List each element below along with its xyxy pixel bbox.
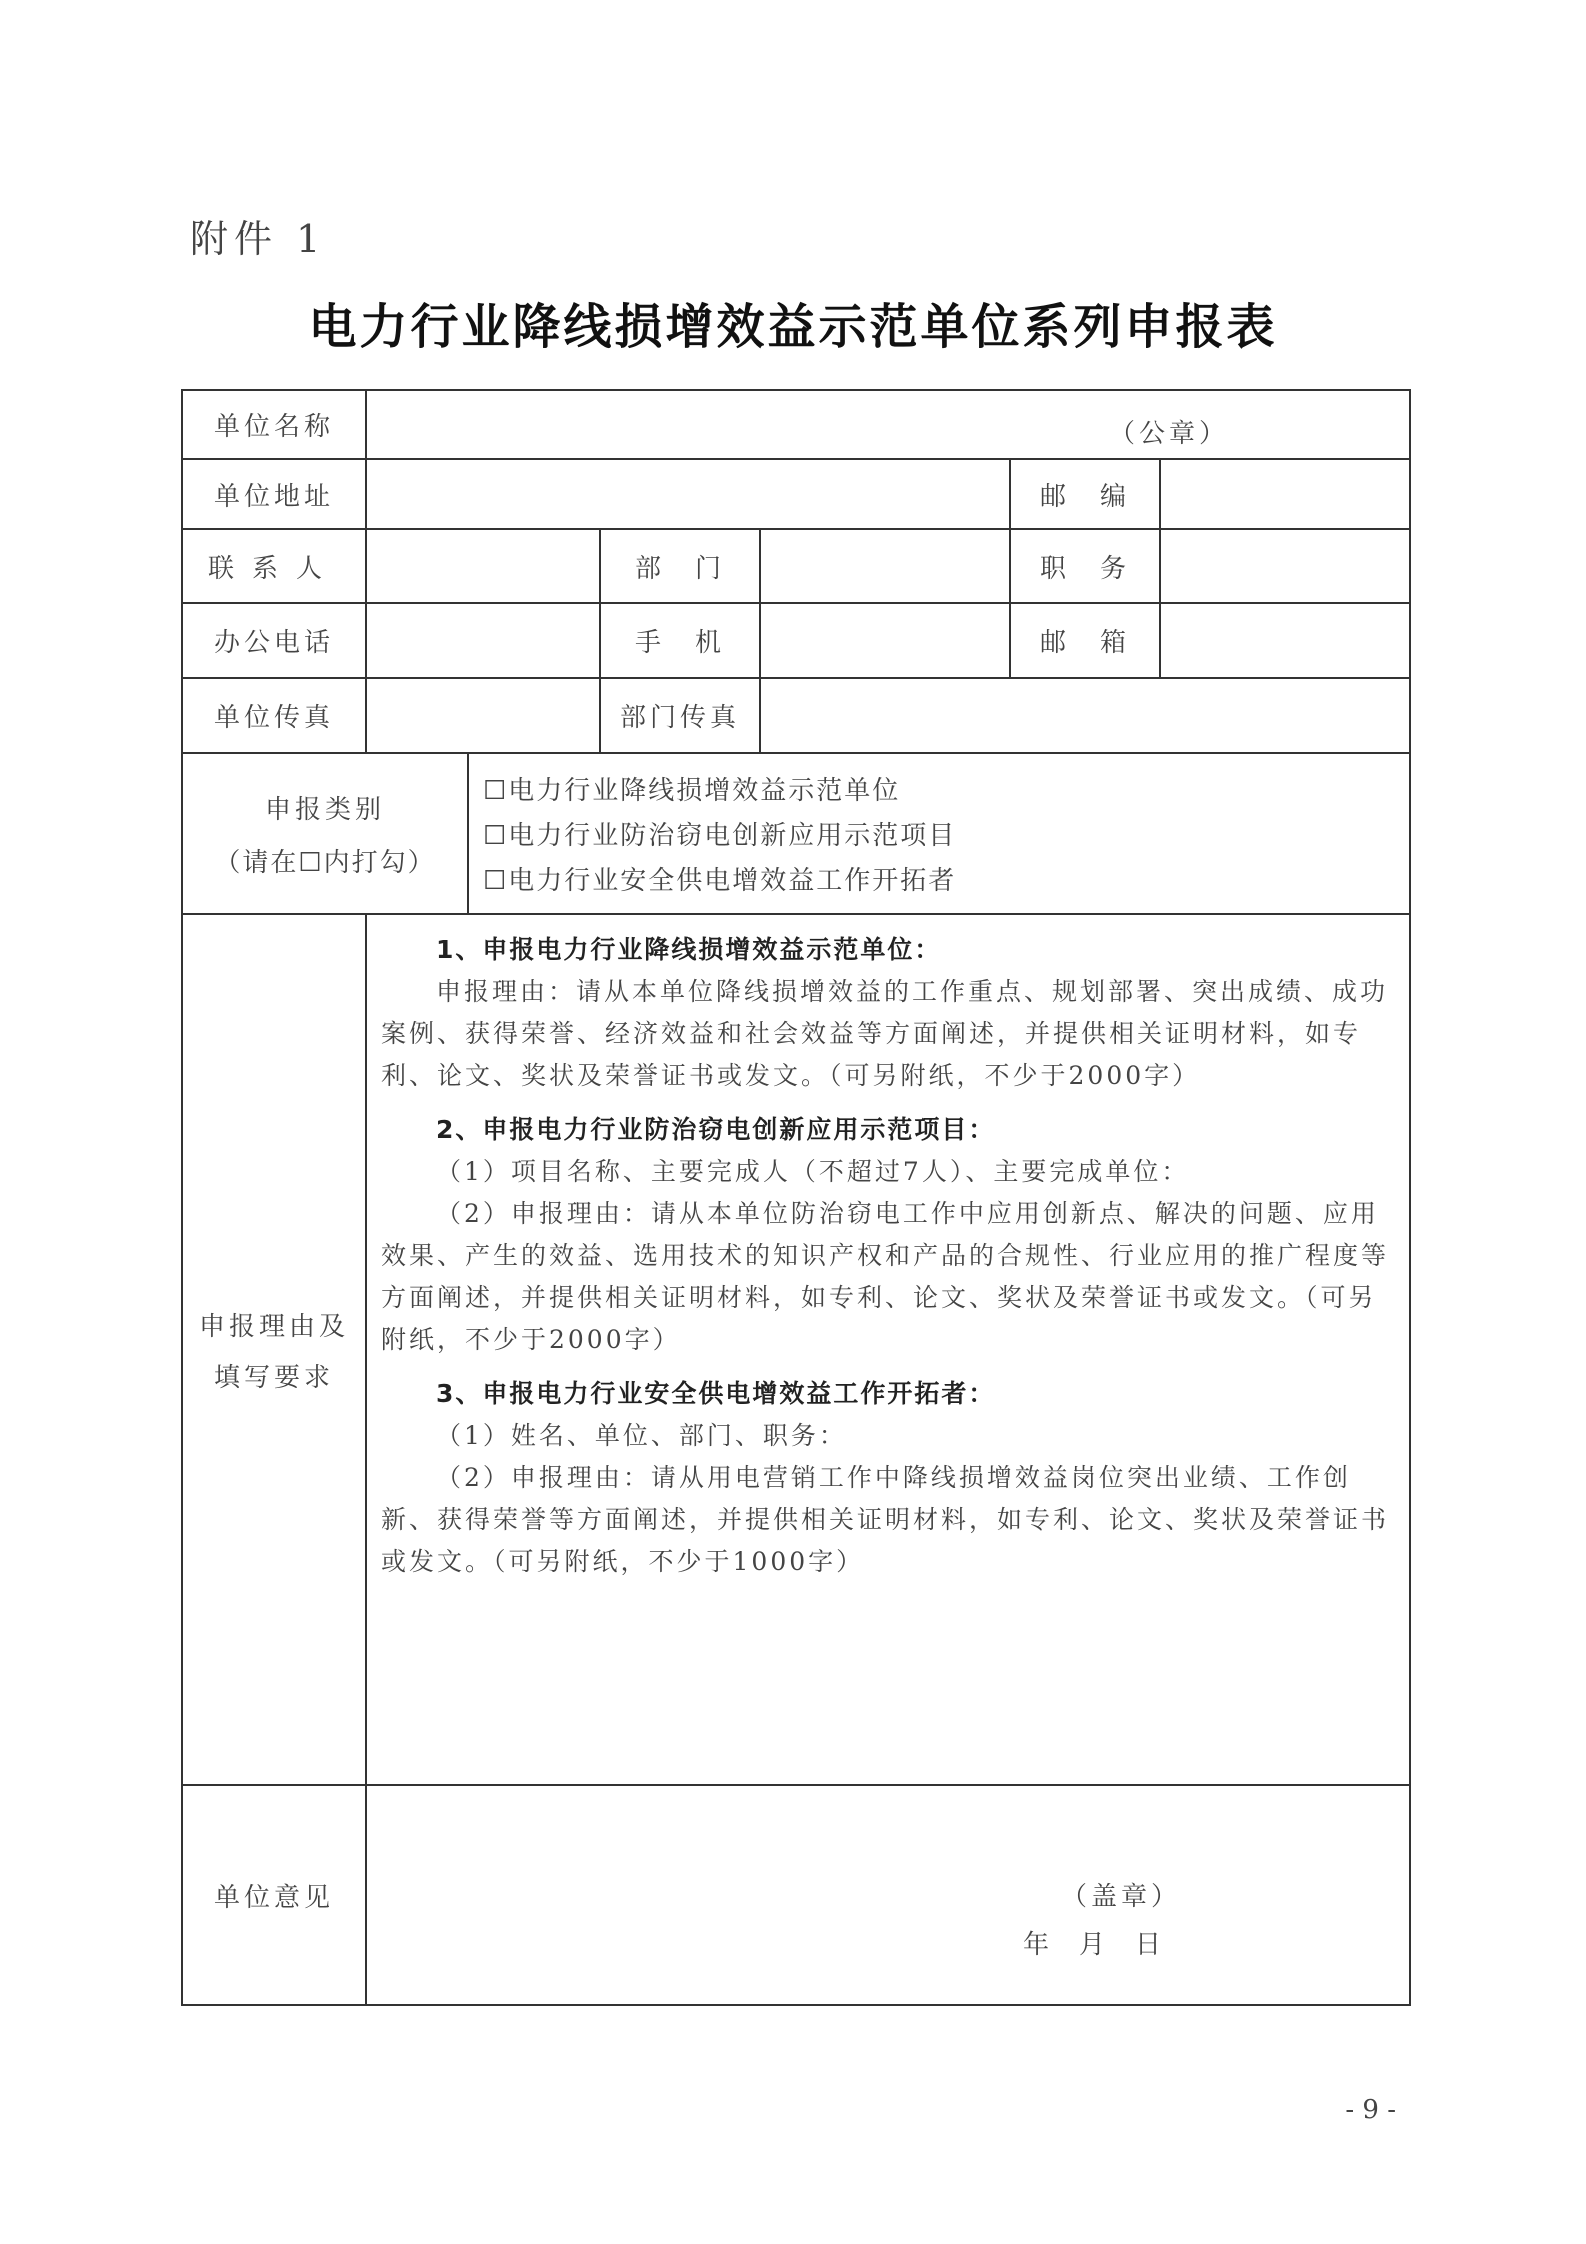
office-phone-label: 办公电话	[181, 602, 367, 679]
position-label: 职 务	[1009, 528, 1161, 604]
unit-name-field[interactable]	[365, 389, 1411, 460]
section2-item2: （2）申报理由：请从本单位防治窃电工作中应用创新点、解决的问题、应用效果、产生的效益、选用技术的知识产权和产品的合规性、行业应用的推广程度等方面阐述，并提供相关证明材料，如专利、论文、奖状及荣誉证书或发文。（可另附纸，不少于2000字）	[381, 1199, 1390, 1354]
email-label: 邮 箱	[1009, 602, 1161, 679]
application-form	[181, 389, 1411, 2006]
email-field[interactable]	[1159, 602, 1411, 679]
requirements-label-line1: 申报理由及	[198, 1311, 349, 1342]
requirements-label-line2: 填写要求	[213, 1362, 334, 1393]
category-options	[467, 752, 1411, 915]
opinion-label: 单位意见	[181, 1784, 367, 2006]
requirements-content	[365, 913, 1411, 1786]
unit-fax-label: 单位传真	[181, 677, 367, 754]
postcode-label: 邮 编	[1009, 458, 1161, 530]
unit-address-label: 单位地址	[181, 458, 367, 530]
position-field[interactable]	[1159, 528, 1411, 604]
department-label: 部 门	[599, 528, 761, 604]
unit-fax-field[interactable]	[365, 677, 601, 754]
mobile-field[interactable]	[759, 602, 1011, 679]
unit-name-label: 单位名称	[181, 389, 367, 460]
unit-address-field[interactable]	[365, 458, 1011, 530]
contact-label: 联系人	[181, 528, 367, 604]
category-label-line2: （请在☐内打勾）	[214, 847, 436, 878]
category-option-anti-theft-project[interactable]: ☐电力行业防治窃电创新应用示范项目	[483, 821, 957, 851]
office-phone-field[interactable]	[365, 602, 601, 679]
form-title: 电力行业降线损增效益示范单位系列申报表	[308, 299, 1278, 355]
requirements-label	[181, 913, 367, 1786]
section2-item1: （1）项目名称、主要完成人（不超过7人）、主要完成单位：	[436, 1157, 1190, 1186]
section1-reason: 申报理由：请从本单位降线损增效益的工作重点、规划部署、突出成绩、成功案例、获得荣誉、经济效益和社会效益等方面阐述，并提供相关证明材料，如专利、论文、奖状及荣誉证书或发文。（可另附纸，不少于2000字）	[381, 977, 1389, 1090]
section3-item2: （2）申报理由：请从用电营销工作中降线损增效益岗位突出业绩、工作创新、获得荣誉等方面阐述，并提供相关证明材料，如专利、论文、奖状及荣誉证书或发文。（可另附纸，不少于1000字）	[381, 1463, 1390, 1576]
section3-title: 3、申报电力行业安全供电增效益工作开拓者：	[436, 1379, 996, 1408]
dept-fax-label: 部门传真	[599, 677, 761, 754]
postcode-field[interactable]	[1159, 458, 1411, 530]
section1-title: 1、申报电力行业降线损增效益示范单位：	[436, 935, 942, 964]
category-label-line1: 申报类别	[264, 794, 385, 825]
opinion-date: 年月日	[1022, 1930, 1191, 1960]
category-label	[181, 752, 469, 915]
opinion-field[interactable]	[365, 1784, 1411, 2006]
section3-item1: （1）姓名、单位、部门、职务：	[436, 1421, 847, 1450]
page-number: - 9 -	[1345, 2095, 1396, 2125]
contact-field[interactable]	[365, 528, 601, 604]
opinion-stamp: （盖章）	[1060, 1882, 1181, 1912]
mobile-label: 手 机	[599, 602, 761, 679]
seal-note: （公章）	[1108, 419, 1229, 449]
dept-fax-field[interactable]	[759, 677, 1411, 754]
section2-title: 2、申报电力行业防治窃电创新应用示范项目：	[436, 1115, 996, 1144]
category-option-pioneer[interactable]: ☐电力行业安全供电增效益工作开拓者	[483, 866, 957, 896]
department-field[interactable]	[759, 528, 1011, 604]
attachment-label: 附件 1	[190, 217, 327, 261]
category-option-demo-unit[interactable]: ☐电力行业降线损增效益示范单位	[483, 776, 901, 806]
